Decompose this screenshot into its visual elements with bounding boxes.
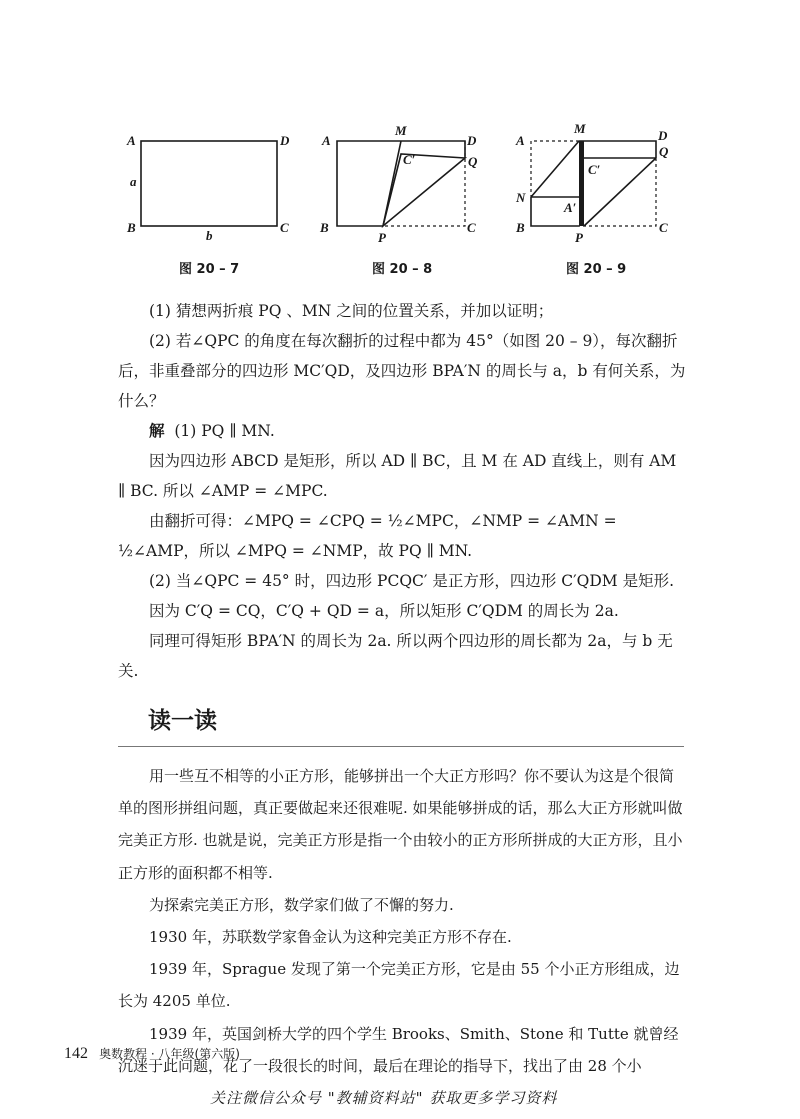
solution-line-1 [118,416,688,446]
label-m: M [574,121,586,136]
fold-line-mn [531,141,579,197]
solution-line-5: 因为 C′Q = CQ，C′Q + QD = a，所以矩形 C′QDM 的周长为 2a. [149,602,619,620]
reading-paragraph-1: 用一些互不相等的小正方形，能够拼出一个大正方形吗？你不要认为这是个很简单的图形拼组问题，真正要做起来还很难呢. 如果能够拼成的话，那么大正方形就叫做完美正方形. 也就是说，完美正方形是指一个由较小的正方形所拼成的大正方形，且小正方形的面积都不相等. [118,767,683,882]
figure-row [0,118,800,278]
label-a: A [322,133,331,148]
label-c: C [467,220,476,235]
page-footer [64,1043,240,1063]
label-p: P [378,230,386,245]
label-q: Q [659,144,669,159]
label-a-prime: A′ [564,200,577,215]
label-c: C [280,220,289,235]
caption-figure-20-8: 图 20 – 8 [372,262,433,277]
label-d: D [658,128,668,143]
watermark-text: 关注微信公众号 "教辅资料站" 获取更多学习资料 [210,1089,558,1107]
label-a: A [516,133,525,148]
top-edge [579,141,656,158]
figure-20-7 [120,118,300,248]
reading-paragraph-5: 1939 年，英国剑桥大学的四个学生 Brooks、Smith、Stone 和 Tutte 就曾经沉迷于此问题，花了一段很长的时间，最后在理论的指导下，找出了由 28 个小 [118,1024,679,1075]
label-a: A [127,133,136,148]
section-title-reading: 读一读 [148,708,217,734]
label-b: B [320,220,329,235]
label-side-b: b [206,228,213,243]
label-b: B [127,220,136,235]
solution-line-3: 由翻折可得：∠MPQ = ∠CPQ = ½∠MPC，∠NMP = ∠AMN = ½∠AMP，所以 ∠MPQ = ∠NMP，故 PQ ∥ MN. [118,512,617,560]
problem-and-solution [118,296,688,686]
label-d: D [280,133,290,148]
section-divider [118,746,684,747]
label-d: D [467,133,477,148]
label-m: M [395,123,407,138]
figure-20-8 [316,118,496,248]
question-2: (2) 若∠QPC 的角度在每次翻折的过程中都为 45°（如图 20 – 9），每次翻折后，非重叠部分的四边形 MC′QD，及四边形 BPA′N 的周长与 a，b 有何关系，为什么？ [118,332,686,410]
label-b: B [516,220,525,235]
overlap-strip [579,141,584,226]
figure-20-9 [510,118,690,248]
label-side-a: a [130,174,137,189]
solution-part-1: (1) PQ ∥ MN. [174,422,275,440]
solution-line-2: 因为四边形 ABCD 是矩形，所以 AD ∥ BC，且 M 在 AD 直线上，则有 AM ∥ BC. 所以 ∠AMP = ∠MPC. [118,452,677,500]
solution-line-6: 同理可得矩形 BPA′N 的周长为 2a. 所以两个四边形的周长都为 2a，与 b 无关. [118,632,673,680]
question-1: (1) 猜想两折痕 PQ 、MN 之间的位置关系，并加以证明； [149,302,554,320]
caption-figure-20-7: 图 20 – 7 [179,262,240,277]
label-p: P [575,230,583,245]
solution-label: 解 [149,421,165,440]
reading-paragraph-4: 1939 年，Sprague 发现了第一个完美正方形，它是由 55 个小正方形组成，边长为 4205 单位. [118,960,680,1011]
label-c: C [659,220,668,235]
label-c-prime: C′ [403,152,416,167]
reading-body [118,760,688,1082]
caption-figure-20-9: 图 20 – 9 [566,262,627,277]
label-c-prime: C′ [588,162,601,177]
book-title: 奥数教程 · 八年级(第六版) [99,1047,240,1061]
label-n: N [516,190,526,205]
page-number: 142 [64,1045,88,1062]
dashed-original-corner [383,141,465,226]
label-q: Q [468,154,478,169]
reading-paragraph-2: 为探索完美正方形，数学家们做了不懈的努力. [149,895,454,914]
solution-line-4: (2) 当∠QPC = 45° 时，四边形 PCQC′ 是正方形，四边形 C′QDM 是矩形. [149,572,675,590]
reading-paragraph-3: 1930 年，苏联数学家鲁金认为这种完美正方形不存在. [149,928,512,947]
rectangle-abcd [141,141,277,226]
